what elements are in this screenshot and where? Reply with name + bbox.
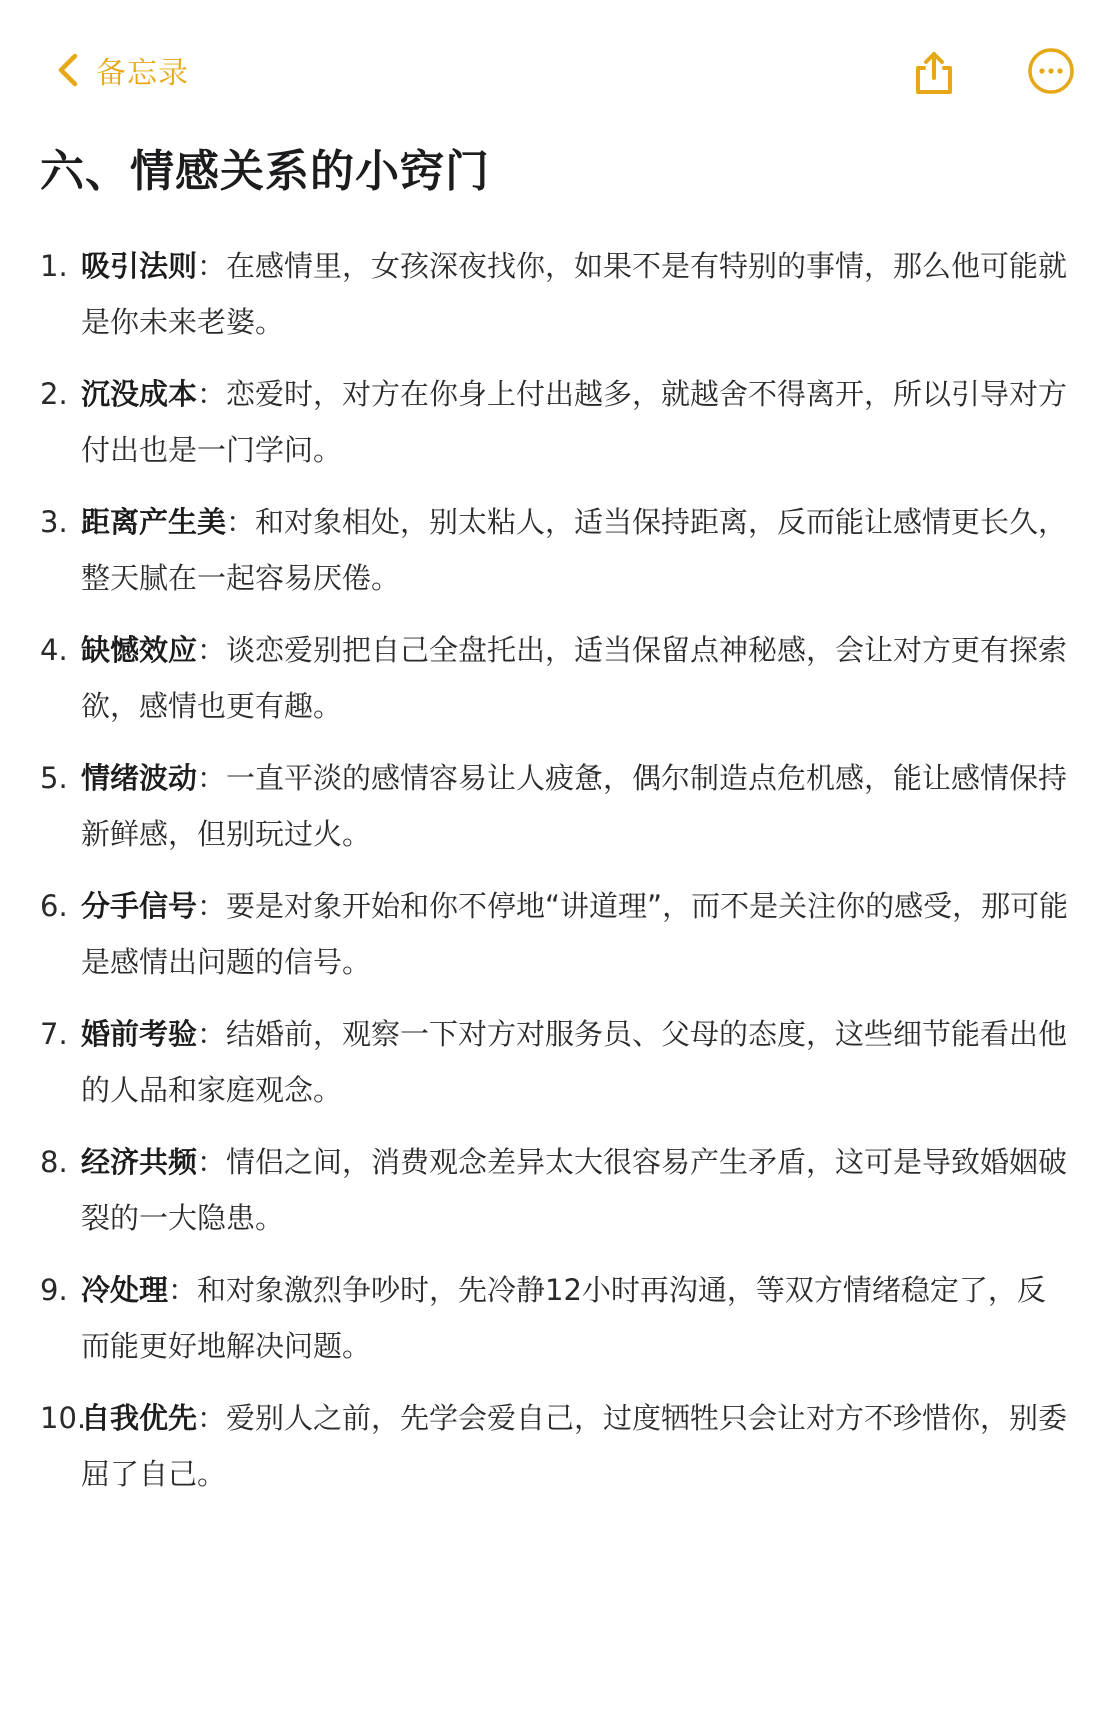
item-number: 8. [40,1145,68,1179]
item-text: 谈恋爱别把自己全盘托出，适当保留点神秘感，会让对方更有探索欲，感情也更有趣。 [81,633,1068,723]
item-term: 自我优先 [81,1401,198,1435]
more-icon [1026,46,1076,96]
list-item [0,750,1114,862]
item-number: 1. [40,249,68,283]
item-text: 一直平淡的感情容易让人疲惫，偶尔制造点危机感，能让感情保持新鲜感，但别玩过火。 [81,761,1068,851]
item-separator: ： [197,1401,227,1435]
item-number: 9. [40,1273,68,1307]
item-number: 2. [40,377,68,411]
item-separator: ： [197,1017,227,1051]
list-item [0,238,1114,350]
item-text: 和对象相处，别太粘人，适当保持距离，反而能让感情更长久，整天腻在一起容易厌倦。 [81,505,1068,595]
item-text: 情侣之间，消费观念差异太大很容易产生矛盾，这可是导致婚姻破裂的一大隐患。 [81,1145,1068,1235]
list-item [0,622,1114,734]
item-separator: ： [197,889,227,923]
item-separator: ： [197,249,227,283]
item-number: 7. [40,1017,68,1051]
back-button[interactable] [48,44,189,96]
item-term: 冷处理 [81,1273,169,1307]
note-title: 六、情感关系的小窍门 [40,146,490,197]
note-list [0,238,1114,1518]
back-label: 备忘录 [96,56,189,91]
item-number: 5. [40,761,68,795]
item-text: 在感情里，女孩深夜找你，如果不是有特别的事情，那么他可能就是你未来老婆。 [81,249,1068,339]
list-item [0,1134,1114,1246]
list-item [0,494,1114,606]
item-separator: ： [197,761,227,795]
item-term: 情绪波动 [81,761,198,795]
item-number: 6. [40,889,68,923]
item-separator: ： [197,633,227,667]
item-text: 结婚前，观察一下对方对服务员、父母的态度，这些细节能看出他的人品和家庭观念。 [81,1017,1068,1107]
item-term: 距离产生美 [81,505,227,539]
item-term: 吸引法则 [81,249,198,283]
nav-bar [0,0,1114,140]
item-number: 4. [40,633,68,667]
item-text: 和对象激烈争吵时，先冷静12小时再沟通，等双方情绪稳定了，反而能更好地解决问题。 [81,1273,1046,1363]
item-term: 经济共频 [81,1145,198,1179]
item-term: 婚前考验 [81,1017,198,1051]
more-button[interactable] [1026,46,1076,96]
item-term: 沉没成本 [81,377,198,411]
item-term: 分手信号 [81,889,198,923]
item-text: 爱别人之前，先学会爱自己，过度牺牲只会让对方不珍惜你，别委屈了自己。 [81,1401,1068,1491]
item-separator: ： [197,1145,227,1179]
chevron-left-icon [48,50,88,90]
list-item [0,1262,1114,1374]
share-button[interactable] [906,42,962,98]
item-separator: ： [226,505,256,539]
list-item [0,366,1114,478]
item-text: 要是对象开始和你不停地“讲道理”，而不是关注你的感受，那可能是感情出问题的信号。 [81,889,1069,979]
list-item [0,1390,1114,1502]
list-item [0,1006,1114,1118]
item-number: 3. [40,505,68,539]
item-term: 缺憾效应 [81,633,198,667]
item-separator: ： [197,377,227,411]
list-item [0,878,1114,990]
item-number: 10. [40,1401,87,1435]
item-text: 恋爱时，对方在你身上付出越多，就越舍不得离开，所以引导对方付出也是一门学问。 [81,377,1068,467]
item-separator: ： [168,1273,198,1307]
share-icon [906,42,962,98]
